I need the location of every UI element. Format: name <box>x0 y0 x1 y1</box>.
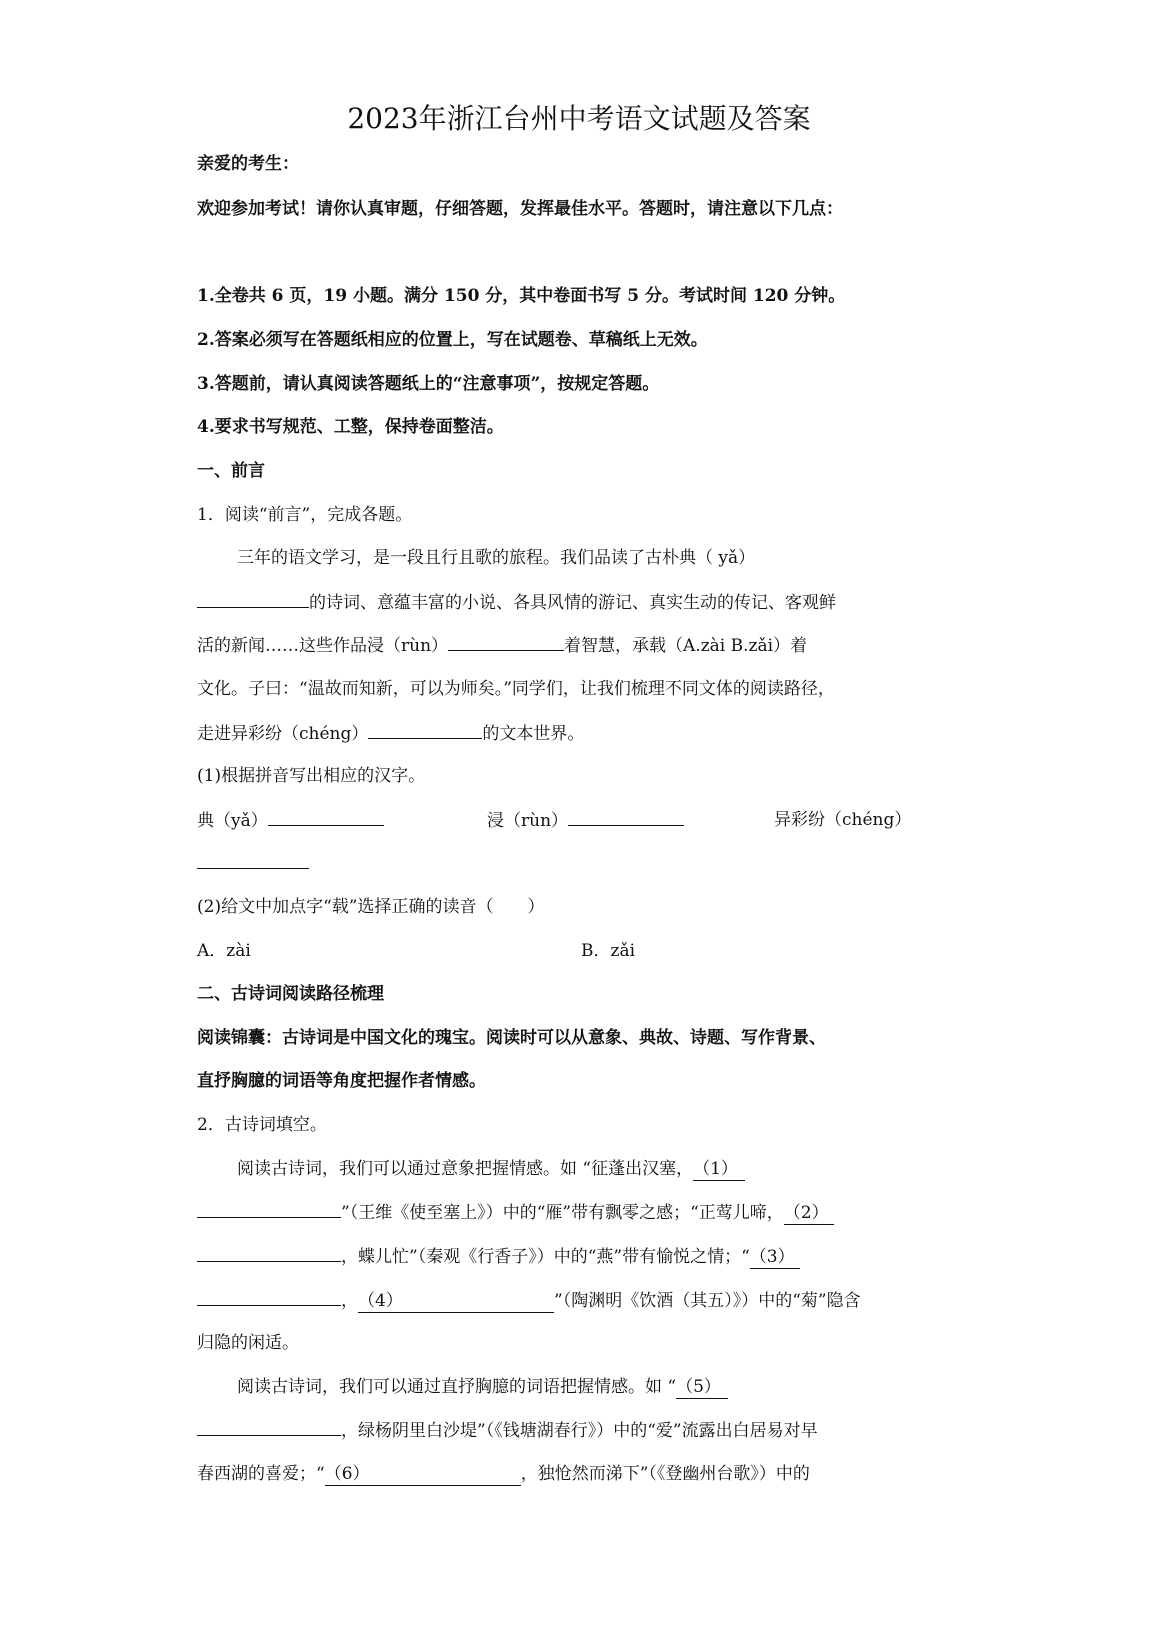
passage-line: 归隐的闲适。 <box>197 1333 299 1353</box>
answer-blank[interactable] <box>197 852 309 869</box>
sub-question: (1)根据拼音写出相应的汉字。 <box>197 766 426 786</box>
passage-line <box>237 1158 745 1181</box>
passage-line: 文化。子曰：“温故而知新，可以为师矣。”同学们，让我们梳理不同文体的阅读路径， <box>197 679 835 699</box>
option-a[interactable]: A．zài <box>197 941 251 961</box>
tip-line: 阅读锦囊：古诗词是中国文化的瑰宝。阅读时可以从意象、典故、诗题、写作背景、 <box>197 1028 826 1048</box>
answer-blank-3-cont[interactable] <box>197 1289 341 1306</box>
question-stem: 1．阅读“前言”，完成各题。 <box>197 505 413 525</box>
answer-blank[interactable] <box>197 591 309 608</box>
passage-text: ，独怆然而涕下”（《登幽州台歌》）中的 <box>520 1464 810 1484</box>
passage-text: 阅读古诗词，我们可以通过意象把握情感。如 “征蓬出汉塞， <box>237 1159 694 1179</box>
answer-blank[interactable] <box>448 634 564 651</box>
answer-blank[interactable] <box>268 809 384 826</box>
passage-text: 着智慧，承载（A.zài B.zǎi）着 <box>564 636 808 656</box>
answer-blank-2-cont[interactable] <box>197 1245 341 1262</box>
passage-line <box>197 722 584 745</box>
answer-blank-6[interactable]: （6） <box>325 1463 521 1486</box>
passage-text: ”（王维《使至塞上》）中的“雁”带有飘零之感；“正莺儿啼， <box>341 1203 784 1223</box>
passage-text: ， <box>341 1291 358 1311</box>
passage-line <box>197 1463 810 1486</box>
greeting: 亲爱的考生： <box>197 154 299 174</box>
note-item: 2.答案必须写在答题纸相应的位置上，写在试题卷、草稿纸上无效。 <box>197 330 708 350</box>
passage-text: 的诗词、意蕴丰富的小说、各具风情的游记、真实生动的传记、客观鲜 <box>309 593 836 613</box>
answer-blank[interactable] <box>368 722 482 739</box>
passage-line <box>197 591 836 614</box>
passage-text: 走进异彩纷（chéng） <box>197 724 369 744</box>
passage-text: 活的新闻……这些作品浸（rùn） <box>197 636 449 656</box>
fill-label <box>487 809 684 832</box>
answer-blank-4[interactable]: （4） <box>358 1290 554 1313</box>
passage-line <box>237 1376 728 1399</box>
fill-label: 异彩纷（chéng） <box>774 810 912 830</box>
fill-line <box>197 852 309 875</box>
fill-text: 浸（rùn） <box>487 811 569 831</box>
tip-line: 直抒胸臆的词语等角度把握作者情感。 <box>197 1071 486 1091</box>
passage-text: 阅读古诗词，我们可以通过直抒胸臆的词语把握情感。如 “ <box>237 1377 677 1397</box>
option-b[interactable]: B．zǎi <box>581 941 636 961</box>
fill-label <box>197 809 384 832</box>
section-heading: 二、古诗词阅读路径梳理 <box>197 984 384 1004</box>
passage-line <box>197 1245 800 1269</box>
passage-line <box>197 634 807 657</box>
answer-blank-1-cont[interactable] <box>197 1201 341 1218</box>
page-title: 2023年浙江台州中考语文试题及答案 <box>347 102 811 135</box>
passage-text: ”（陶渊明《饮酒（其五）》）中的“菊”隐含 <box>554 1291 861 1311</box>
passage-text: ，蝶儿忙”（秦观《行香子》）中的“燕”带有愉悦之情；“ <box>341 1247 750 1267</box>
passage-text: ，绿杨阴里白沙堤”（《钱塘湖春行》）中的“爱”流露出白居易对早 <box>341 1421 818 1441</box>
note-item: 3.答题前，请认真阅读答题纸上的“注意事项”，按规定答题。 <box>197 374 660 394</box>
passage-line <box>197 1289 861 1313</box>
passage-line: 三年的语文学习，是一段且行且歌的旅程。我们品读了古朴典（ yǎ） <box>237 548 756 568</box>
passage-line <box>197 1201 834 1225</box>
note-item: 1.全卷共 6 页，19 小题。满分 150 分，其中卷面书写 5 分。考试时间 120 分钟。 <box>197 286 846 306</box>
question-stem: 2．古诗词填空。 <box>197 1115 327 1135</box>
passage-text: 的文本世界。 <box>482 724 585 744</box>
answer-blank-3[interactable]: （3） <box>750 1246 800 1269</box>
note-item: 4.要求书写规范、工整，保持卷面整洁。 <box>197 417 504 437</box>
answer-blank[interactable] <box>568 809 684 826</box>
answer-blank-1[interactable]: （1） <box>693 1158 745 1181</box>
answer-blank-5[interactable]: （5） <box>676 1376 728 1399</box>
sub-question: (2)给文中加点字“载”选择正确的读音（ ） <box>197 897 545 917</box>
section-heading: 一、前言 <box>197 461 265 481</box>
answer-blank-2[interactable]: （2） <box>784 1202 834 1225</box>
answer-blank-5-cont[interactable] <box>197 1419 341 1436</box>
welcome-text: 欢迎参加考试！请你认真审题，仔细答题，发挥最佳水平。答题时，请注意以下几点： <box>197 199 843 219</box>
passage-text: 春西湖的喜爱；“ <box>197 1464 325 1484</box>
fill-text: 典（yǎ） <box>197 811 268 831</box>
passage-line <box>197 1419 818 1442</box>
